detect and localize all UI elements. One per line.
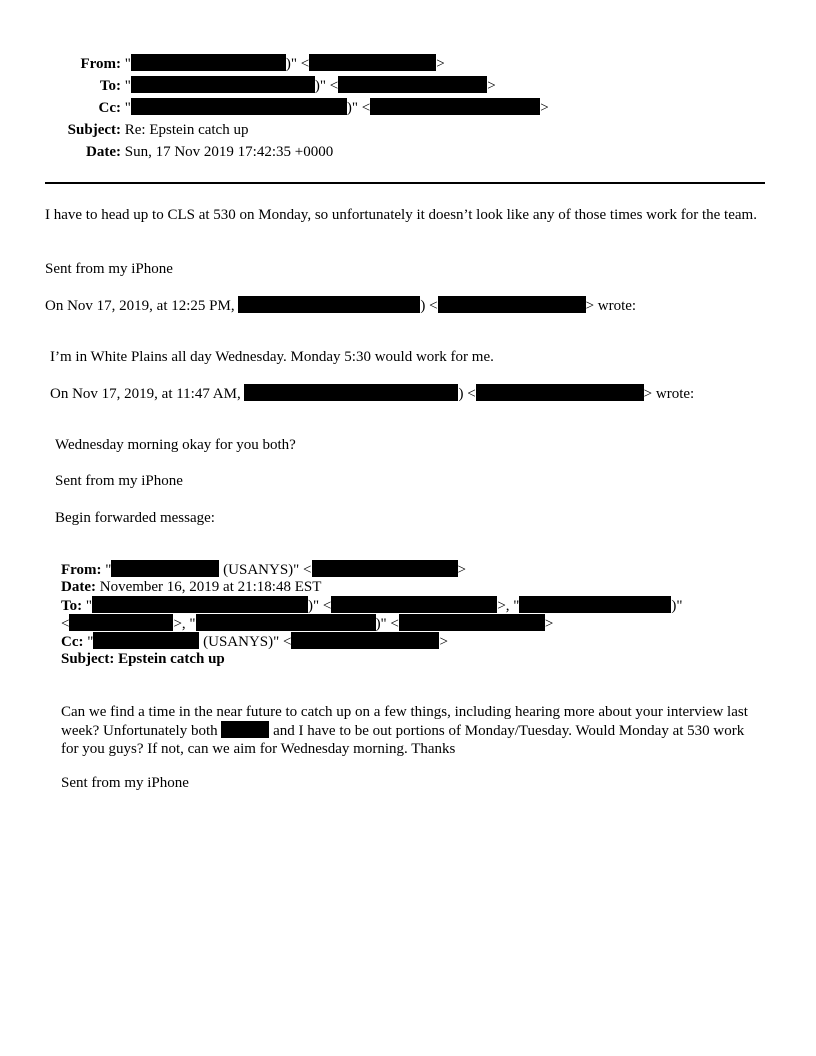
to-label: To: [99,78,121,94]
body-text: and I have to be out portions of Monday/Tuesday. Would Monday at 530 work for you guys? If not, can we aim for Wednesday morning. Thanks [61,723,745,757]
fwd-to [61,596,683,615]
separator: )" [671,598,683,614]
redaction [93,632,199,649]
quote: " [87,634,94,650]
header-to [45,76,496,95]
wrote: > wrote: [585,298,637,314]
gt: > [457,562,466,578]
signature: Sent from my iPhone [45,261,173,277]
attribution-text: On Nov 17, 2019, at 11:47 AM, [50,386,241,402]
separator: )" < [346,100,371,116]
gt: > [439,634,448,650]
gt: > [540,100,549,116]
redaction [338,76,487,93]
date-label: Date: [86,144,121,160]
separator: )" < [308,598,332,614]
redaction [131,54,286,71]
quote: " [124,78,131,94]
quote-attribution-2 [50,384,694,403]
forwarded-intro: Begin forwarded message: [55,510,215,526]
redaction [111,560,219,577]
subject-value: Re: Epstein catch up [124,122,249,138]
date-label: Date: [61,579,96,595]
cc-suffix: (USANYS)" < [199,634,292,650]
quote: " [85,598,92,614]
fwd-from [61,560,466,579]
divider [45,182,765,184]
header-subject [45,121,248,139]
cc-label: Cc: [98,100,121,116]
redaction [196,614,376,631]
redaction [476,384,644,401]
redaction [312,560,458,577]
signature: Sent from my iPhone [55,473,183,489]
date-value: Sun, 17 Nov 2019 17:42:35 +0000 [124,144,334,160]
reply-paragraph: I have to head up to CLS at 530 on Monday, so unfortunately it doesn’t look like any of those times work for the team. [45,207,757,223]
redaction [331,596,497,613]
redaction [370,98,540,115]
redaction [438,296,586,313]
redaction [92,596,308,613]
cc-label: Cc: [61,634,84,650]
header-date [45,143,333,161]
reply-line: Wednesday morning okay for you both? [55,437,296,453]
body-text: Can we find a time in the near future to catch up on a few things, including hearing more about your interview last week? Unfortunately both [61,704,748,739]
date-value: November 16, 2019 at 21:18:48 EST [95,579,322,595]
gt: > [487,78,496,94]
wrote: > wrote: [643,386,695,402]
redaction [291,632,439,649]
separator: )" < [314,78,339,94]
reply-line: I’m in White Plains all day Wednesday. Monday 5:30 would work for me. [50,349,494,365]
fwd-to-continued [61,614,553,633]
quote-attribution-1 [45,296,636,315]
signature: Sent from my iPhone [61,775,189,791]
separator: >, " [497,598,520,614]
fwd-subject: Subject: Epstein catch up [61,651,225,667]
separator: ) < [458,386,476,402]
gt: > [436,56,445,72]
redaction [131,98,347,115]
redaction [519,596,671,613]
from-suffix: (USANYS)" < [219,562,312,578]
redaction [238,296,420,313]
fwd-date [61,578,321,596]
gt: > [544,616,554,632]
redaction [69,614,173,631]
separator: )" < [375,616,399,632]
redaction [244,384,458,401]
from-label: From: [80,56,121,72]
quote: " [105,562,112,578]
subject-label: Subject: [67,122,121,138]
lt: < [61,616,70,632]
redaction [399,614,545,631]
forwarded-body [61,703,761,758]
fwd-cc [61,632,448,651]
quote: " [124,100,131,116]
redaction [221,721,269,738]
redaction [309,54,436,71]
header-from [45,54,445,73]
separator: >, " [173,616,196,632]
separator: ) < [420,298,438,314]
quote: " [124,56,131,72]
to-label: To: [61,598,83,614]
from-label: From: [61,562,102,578]
redaction [131,76,315,93]
header-cc [45,98,549,117]
attribution-text: On Nov 17, 2019, at 12:25 PM, [45,298,235,314]
separator: )" < [285,56,310,72]
